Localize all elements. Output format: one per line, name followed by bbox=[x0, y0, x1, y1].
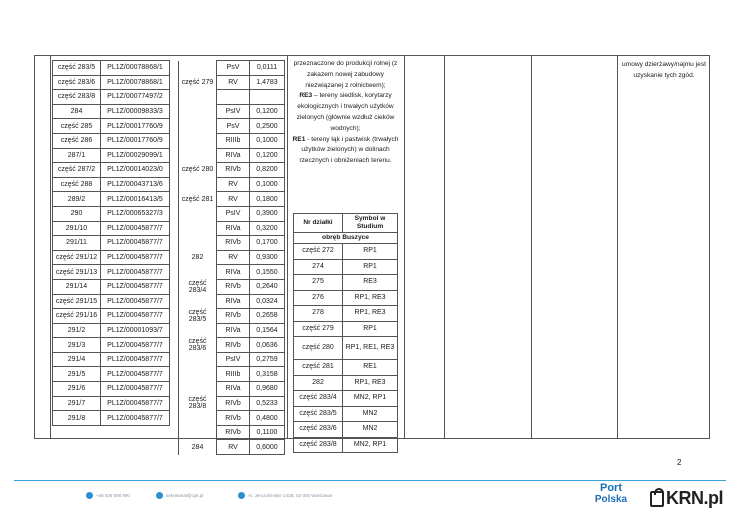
column-divider bbox=[617, 55, 618, 439]
area-value bbox=[250, 90, 285, 105]
area-value: 0,5233 bbox=[250, 396, 285, 411]
table-row bbox=[179, 206, 285, 221]
study-precinct: obręb Buszyce bbox=[294, 233, 398, 244]
study-parcel: 278 bbox=[294, 306, 343, 322]
land-register-number: PL1Z/00017760/9 bbox=[101, 133, 170, 148]
table-row bbox=[294, 244, 398, 260]
parcel-number: część 291/16 bbox=[53, 309, 101, 324]
table-row bbox=[53, 323, 170, 338]
soil-class: PsIV bbox=[217, 206, 250, 221]
zoning-description bbox=[288, 59, 403, 167]
table-row bbox=[53, 104, 170, 119]
footer-address bbox=[238, 492, 332, 499]
parcel-number: część 283/8 bbox=[53, 90, 101, 105]
land-register-number: PL1Z/00045877/7 bbox=[101, 279, 170, 294]
soil-class: RIVa bbox=[217, 221, 250, 236]
parcel-ref bbox=[179, 411, 217, 426]
parcel-number: 291/4 bbox=[53, 352, 101, 367]
land-register-number: PL1Z/00045877/7 bbox=[101, 265, 170, 280]
parcel-ref bbox=[179, 61, 217, 76]
watermark-text: KRN.pl bbox=[666, 488, 723, 508]
area-value: 0,2759 bbox=[250, 352, 285, 367]
study-parcel: część 280 bbox=[294, 337, 343, 360]
parcel-number: część 286 bbox=[53, 133, 101, 148]
re1-label: RE1 bbox=[292, 135, 306, 143]
table-row bbox=[179, 382, 285, 397]
parcel-ref bbox=[179, 133, 217, 148]
soil-class: PsIV bbox=[217, 104, 250, 119]
land-register-number: PL1Z/00045877/7 bbox=[101, 352, 170, 367]
table-row bbox=[179, 221, 285, 236]
soil-class: RIVb bbox=[217, 236, 250, 251]
area-value: 0,0111 bbox=[250, 61, 285, 76]
study-parcel: część 279 bbox=[294, 321, 343, 337]
table-row bbox=[179, 236, 285, 251]
table-row bbox=[179, 411, 285, 426]
footer-email-text: sekretariat@cpk.pl bbox=[166, 493, 204, 498]
table-row bbox=[53, 309, 170, 324]
table-row bbox=[294, 290, 398, 306]
area-value: 0,1564 bbox=[250, 323, 285, 338]
table-row bbox=[179, 90, 285, 105]
table-row bbox=[53, 352, 170, 367]
re1-text: - tereny łąk i pastwisk (trwałych użytków zielonych) w dolinach rzecznych i obniżeniach terenu. bbox=[299, 135, 399, 165]
area-value: 0,1700 bbox=[250, 236, 285, 251]
parcel-ref bbox=[179, 104, 217, 119]
table-row bbox=[179, 133, 285, 148]
table-row bbox=[179, 177, 285, 192]
area-value: 0,3200 bbox=[250, 221, 285, 236]
land-register-number: PL1Z/00014023/0 bbox=[101, 163, 170, 178]
study-parcel: część 283/5 bbox=[294, 406, 343, 422]
study-symbol: RP1, RE3 bbox=[343, 306, 398, 322]
parcel-ref bbox=[179, 236, 217, 251]
study-symbol: RP1 bbox=[343, 244, 398, 260]
land-class-table bbox=[178, 60, 285, 455]
table-row bbox=[294, 259, 398, 275]
soil-class: RV bbox=[217, 75, 250, 90]
agreement-note: umowy dzierżawy/najmu jest uzyskanie tych zgód. bbox=[622, 61, 706, 79]
study-symbol: RP1 bbox=[343, 321, 398, 337]
land-register-number: PL1Z/00045877/7 bbox=[101, 367, 170, 382]
soil-class: RIVb bbox=[217, 425, 250, 440]
description-re1 bbox=[288, 135, 403, 167]
parcel-table bbox=[52, 60, 170, 426]
area-value: 1,4783 bbox=[250, 75, 285, 90]
area-value: 0,1550 bbox=[250, 265, 285, 280]
parcel-ref: część 281 bbox=[179, 192, 217, 207]
parcel-ref bbox=[179, 367, 217, 382]
parcel-ref: część 283/5 bbox=[179, 309, 217, 324]
table-row bbox=[53, 75, 170, 90]
parcel-ref bbox=[179, 323, 217, 338]
study-symbol: MN2 bbox=[343, 422, 398, 438]
location-pin-icon bbox=[238, 492, 245, 499]
study-header-symbol: Symbol w Studium bbox=[343, 214, 398, 233]
parcel-ref bbox=[179, 221, 217, 236]
column-divider bbox=[444, 55, 445, 439]
soil-class: RV bbox=[217, 440, 250, 455]
parcel-ref bbox=[179, 382, 217, 397]
land-register-number: PL1Z/00045877/7 bbox=[101, 309, 170, 324]
page-number: 2 bbox=[677, 458, 682, 467]
parcel-number: 291/2 bbox=[53, 323, 101, 338]
table-row bbox=[53, 119, 170, 134]
table-row bbox=[294, 375, 398, 391]
column-divider bbox=[50, 55, 51, 439]
parcel-number: 291/11 bbox=[53, 236, 101, 251]
parcel-number: część 285 bbox=[53, 119, 101, 134]
land-register-number: PL1Z/00016413/5 bbox=[101, 192, 170, 207]
land-register-number: PL1Z/00045877/7 bbox=[101, 221, 170, 236]
parcel-ref: część 283/8 bbox=[179, 396, 217, 411]
table-row bbox=[179, 75, 285, 90]
parcel-number: część 283/6 bbox=[53, 75, 101, 90]
parcel-ref bbox=[179, 352, 217, 367]
table-row bbox=[53, 90, 170, 105]
soil-class: RIVa bbox=[217, 382, 250, 397]
parcel-ref: część 283/4 bbox=[179, 279, 217, 294]
table-row bbox=[53, 382, 170, 397]
parcel-number: 291/8 bbox=[53, 411, 101, 426]
land-register-number: PL1Z/00017760/9 bbox=[101, 119, 170, 134]
table-row bbox=[53, 221, 170, 236]
area-value: 0,9680 bbox=[250, 382, 285, 397]
table-row bbox=[179, 338, 285, 353]
parcel-number: część 287/2 bbox=[53, 163, 101, 178]
table-row bbox=[179, 61, 285, 76]
soil-class: RIVa bbox=[217, 148, 250, 163]
soil-class: RIVa bbox=[217, 265, 250, 280]
land-register-number: PL1Z/00077497/2 bbox=[101, 90, 170, 105]
table-row bbox=[53, 236, 170, 251]
area-value: 0,3900 bbox=[250, 206, 285, 221]
soil-class bbox=[217, 90, 250, 105]
study-symbol: RP1, RE3 bbox=[343, 290, 398, 306]
description-re3 bbox=[288, 91, 403, 134]
re3-text: – tereny siedlisk, korytarzy ekologicznych i trwałych użytków zielonych (głównie wzdłuż cieków wodnych); bbox=[296, 92, 395, 132]
table-row bbox=[294, 306, 398, 322]
phone-icon bbox=[86, 492, 93, 499]
table-row bbox=[294, 275, 398, 291]
parcel-number: 284 bbox=[53, 104, 101, 119]
study-symbol: MN2 bbox=[343, 406, 398, 422]
soil-class: PsIV bbox=[217, 352, 250, 367]
table-row bbox=[53, 206, 170, 221]
description-intro: przeznaczone do produkcji rolnej (z zakazem nowej zabudowy niezwiązanej z rolnictwem); bbox=[293, 60, 398, 89]
area-value: 0,9300 bbox=[250, 250, 285, 265]
table-row bbox=[179, 104, 285, 119]
area-value: 0,0324 bbox=[250, 294, 285, 309]
study-symbol: MN2, RP1 bbox=[343, 437, 398, 453]
soil-class: PsV bbox=[217, 61, 250, 76]
parcel-number: część 283/5 bbox=[53, 61, 101, 76]
table-row bbox=[179, 148, 285, 163]
area-value: 0,1000 bbox=[250, 177, 285, 192]
table-row bbox=[53, 250, 170, 265]
table-row bbox=[53, 338, 170, 353]
parcel-ref bbox=[179, 206, 217, 221]
table-row bbox=[179, 352, 285, 367]
parcel-number: część 291/15 bbox=[53, 294, 101, 309]
re3-label: RE3 bbox=[299, 92, 313, 100]
study-header-nr: Nr działki bbox=[294, 214, 343, 233]
logo-line-1: Port bbox=[600, 482, 622, 494]
land-register-number: PL1Z/00078868/1 bbox=[101, 61, 170, 76]
parcel-number: 291/10 bbox=[53, 221, 101, 236]
area-value: 0,1200 bbox=[250, 148, 285, 163]
soil-class: RIVb bbox=[217, 309, 250, 324]
parcel-ref: 282 bbox=[179, 250, 217, 265]
study-parcel: część 283/8 bbox=[294, 437, 343, 453]
study-parcel: 274 bbox=[294, 259, 343, 275]
parcel-number: 291/7 bbox=[53, 396, 101, 411]
parcel-ref bbox=[179, 265, 217, 280]
table-row bbox=[179, 440, 285, 455]
area-value: 0,4800 bbox=[250, 411, 285, 426]
table-row bbox=[179, 163, 285, 178]
area-value: 0,2640 bbox=[250, 279, 285, 294]
table-row bbox=[179, 279, 285, 294]
table-row bbox=[179, 265, 285, 280]
column-divider bbox=[531, 55, 532, 439]
parcel-number: część 288 bbox=[53, 177, 101, 192]
table-row bbox=[294, 406, 398, 422]
parcel-number: 291/14 bbox=[53, 279, 101, 294]
soil-class: RIVb bbox=[217, 279, 250, 294]
land-register-number: PL1Z/00065327/3 bbox=[101, 206, 170, 221]
soil-class: RIIIb bbox=[217, 133, 250, 148]
parcel-ref: 284 bbox=[179, 440, 217, 455]
land-register-number: PL1Z/00045877/7 bbox=[101, 382, 170, 397]
land-register-number: PL1Z/00029099/1 bbox=[101, 148, 170, 163]
table-row bbox=[53, 192, 170, 207]
area-value: 0,1800 bbox=[250, 192, 285, 207]
soil-class: PsV bbox=[217, 119, 250, 134]
study-parcel: 275 bbox=[294, 275, 343, 291]
parcel-ref: część 283/6 bbox=[179, 338, 217, 353]
study-parcel: część 283/6 bbox=[294, 422, 343, 438]
area-value: 0,0636 bbox=[250, 338, 285, 353]
soil-class: RIVa bbox=[217, 294, 250, 309]
soil-class: RV bbox=[217, 192, 250, 207]
table-row bbox=[53, 177, 170, 192]
logo-line-2: Polska bbox=[594, 494, 628, 505]
study-symbol: RP1, RE1, RE3 bbox=[343, 337, 398, 360]
area-value: 0,1000 bbox=[250, 133, 285, 148]
table-row bbox=[179, 425, 285, 440]
table-row bbox=[53, 294, 170, 309]
area-value: 0,3158 bbox=[250, 367, 285, 382]
table-row bbox=[179, 309, 285, 324]
table-row bbox=[53, 133, 170, 148]
study-table bbox=[293, 213, 398, 453]
table-row bbox=[294, 337, 398, 360]
table-row bbox=[294, 391, 398, 407]
area-value: 0,1100 bbox=[250, 425, 285, 440]
land-register-number: PL1Z/00043713/6 bbox=[101, 177, 170, 192]
table-row bbox=[294, 360, 398, 376]
table-row bbox=[179, 119, 285, 134]
parcel-number: 289/2 bbox=[53, 192, 101, 207]
land-register-number: PL1Z/00045877/7 bbox=[101, 250, 170, 265]
land-register-number: PL1Z/00045877/7 bbox=[101, 294, 170, 309]
table-row bbox=[53, 411, 170, 426]
port-polska-logo bbox=[583, 483, 639, 505]
study-parcel: 276 bbox=[294, 290, 343, 306]
soil-class: RIVb bbox=[217, 396, 250, 411]
table-row bbox=[53, 163, 170, 178]
parcel-number: 291/3 bbox=[53, 338, 101, 353]
footer-phone-text: +48 539 588 890 bbox=[96, 493, 130, 498]
soil-class: RIIIb bbox=[217, 367, 250, 382]
parcel-ref: część 279 bbox=[179, 75, 217, 90]
land-register-number: PL1Z/00001093/7 bbox=[101, 323, 170, 338]
table-row bbox=[179, 192, 285, 207]
krn-watermark bbox=[650, 488, 723, 509]
soil-class: RV bbox=[217, 177, 250, 192]
land-register-number: PL1Z/00045877/7 bbox=[101, 338, 170, 353]
table-row bbox=[179, 396, 285, 411]
table-row bbox=[53, 148, 170, 163]
land-register-number: PL1Z/00045877/7 bbox=[101, 396, 170, 411]
area-value: 0,2500 bbox=[250, 119, 285, 134]
land-register-number: PL1Z/00045877/7 bbox=[101, 236, 170, 251]
table-row bbox=[179, 250, 285, 265]
land-register-number: PL1Z/00045877/7 bbox=[101, 411, 170, 426]
study-parcel: część 281 bbox=[294, 360, 343, 376]
table-row bbox=[53, 367, 170, 382]
parcel-ref bbox=[179, 148, 217, 163]
parcel-ref bbox=[179, 90, 217, 105]
study-symbol: RE3 bbox=[343, 275, 398, 291]
parcel-ref bbox=[179, 425, 217, 440]
table-row bbox=[53, 265, 170, 280]
footer-phone bbox=[86, 492, 130, 499]
parcel-number: 287/1 bbox=[53, 148, 101, 163]
area-value: 0,6000 bbox=[250, 440, 285, 455]
parcel-ref bbox=[179, 294, 217, 309]
house-bag-icon bbox=[650, 491, 664, 507]
area-value: 0,1200 bbox=[250, 104, 285, 119]
study-symbol: RE1 bbox=[343, 360, 398, 376]
area-value: 0,2658 bbox=[250, 309, 285, 324]
table-row bbox=[53, 61, 170, 76]
table-row bbox=[294, 437, 398, 453]
footer-address-text: Al. Jerozolimskie 142B, 02-305 Warszawa bbox=[248, 493, 333, 498]
table-row bbox=[53, 279, 170, 294]
area-value: 0,8200 bbox=[250, 163, 285, 178]
table-row bbox=[53, 396, 170, 411]
parcel-number: część 291/12 bbox=[53, 250, 101, 265]
table-row bbox=[179, 323, 285, 338]
land-register-number: PL1Z/00009833/3 bbox=[101, 104, 170, 119]
parcel-ref: część 280 bbox=[179, 163, 217, 178]
footer-email bbox=[156, 492, 203, 499]
soil-class: RIVb bbox=[217, 411, 250, 426]
study-parcel: część 283/4 bbox=[294, 391, 343, 407]
footer-divider bbox=[14, 480, 726, 481]
column-divider bbox=[404, 55, 405, 439]
study-symbol: RP1, RE3 bbox=[343, 375, 398, 391]
soil-class: RIVb bbox=[217, 338, 250, 353]
table-row bbox=[179, 367, 285, 382]
table-row bbox=[294, 321, 398, 337]
table-row bbox=[294, 422, 398, 438]
parcel-ref bbox=[179, 177, 217, 192]
soil-class: RV bbox=[217, 250, 250, 265]
study-symbol: MN2, RP1 bbox=[343, 391, 398, 407]
study-symbol: RP1 bbox=[343, 259, 398, 275]
parcel-number: 291/6 bbox=[53, 382, 101, 397]
table-row bbox=[179, 294, 285, 309]
study-parcel: 282 bbox=[294, 375, 343, 391]
parcel-number: 291/5 bbox=[53, 367, 101, 382]
soil-class: RIVb bbox=[217, 163, 250, 178]
study-parcel: część 272 bbox=[294, 244, 343, 260]
parcel-ref bbox=[179, 119, 217, 134]
parcel-number: 290 bbox=[53, 206, 101, 221]
land-register-number: PL1Z/00078868/1 bbox=[101, 75, 170, 90]
parcel-number: część 291/13 bbox=[53, 265, 101, 280]
mail-icon bbox=[156, 492, 163, 499]
soil-class: RIVa bbox=[217, 323, 250, 338]
